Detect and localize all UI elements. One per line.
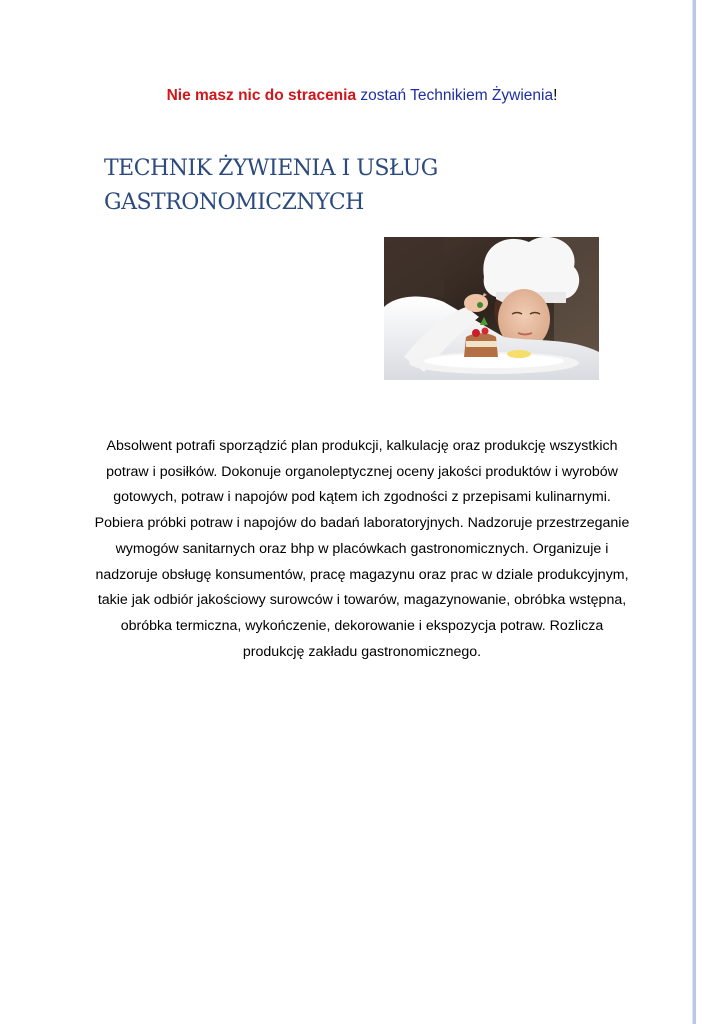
tagline-blue-text: zostań Technikiem Żywienia xyxy=(360,87,554,104)
page-title-line-2: GASTRONOMICZNYCH xyxy=(104,190,364,215)
page-title xyxy=(104,152,624,220)
description-line: Pobiera próbki potraw i napojów do badań laboratoryjnych. Nadzoruje przestrzeganie xyxy=(94,515,630,532)
page-border-line xyxy=(693,0,696,1024)
page-title-line-1: TECHNIK ŻYWIENIA I USŁUG xyxy=(104,156,438,181)
chef-photo xyxy=(384,237,599,380)
description-line: takie jak odbiór jakościowy surowców i towarów, magazynowanie, obróbka wstępna, xyxy=(97,592,627,609)
description-line: potraw i posiłków. Dokonuje organoleptycznej oceny jakości produktów i wyrobów xyxy=(106,463,618,480)
description-line: wymogów sanitarnych oraz bhp w placówkach gastronomicznych. Organizuje i xyxy=(115,540,609,557)
tagline-red-text: Nie masz nic do stracenia xyxy=(166,87,357,104)
description-line: gotowych, potraw i napojów pod kątem ich zgodności z przepisami kulinarnymi. xyxy=(113,489,611,506)
description-line: produkcję zakładu gastronomicznego. xyxy=(242,643,482,660)
tagline-exclamation: ! xyxy=(553,87,558,104)
description-line: nadzoruje obsługę konsumentów, pracę magazynu oraz prac w dziale produkcyjnym, xyxy=(95,566,629,583)
chef-photo-illustration xyxy=(384,237,599,380)
description-paragraph xyxy=(70,434,654,665)
description-line: Absolwent potrafi sporządzić plan produkcji, kalkulację oraz produkcję wszystkich xyxy=(106,438,618,454)
tagline xyxy=(0,86,724,106)
description-line: obróbka termiczna, wykończenie, dekorowanie i ekspozycja potraw. Rozlicza xyxy=(120,617,604,634)
